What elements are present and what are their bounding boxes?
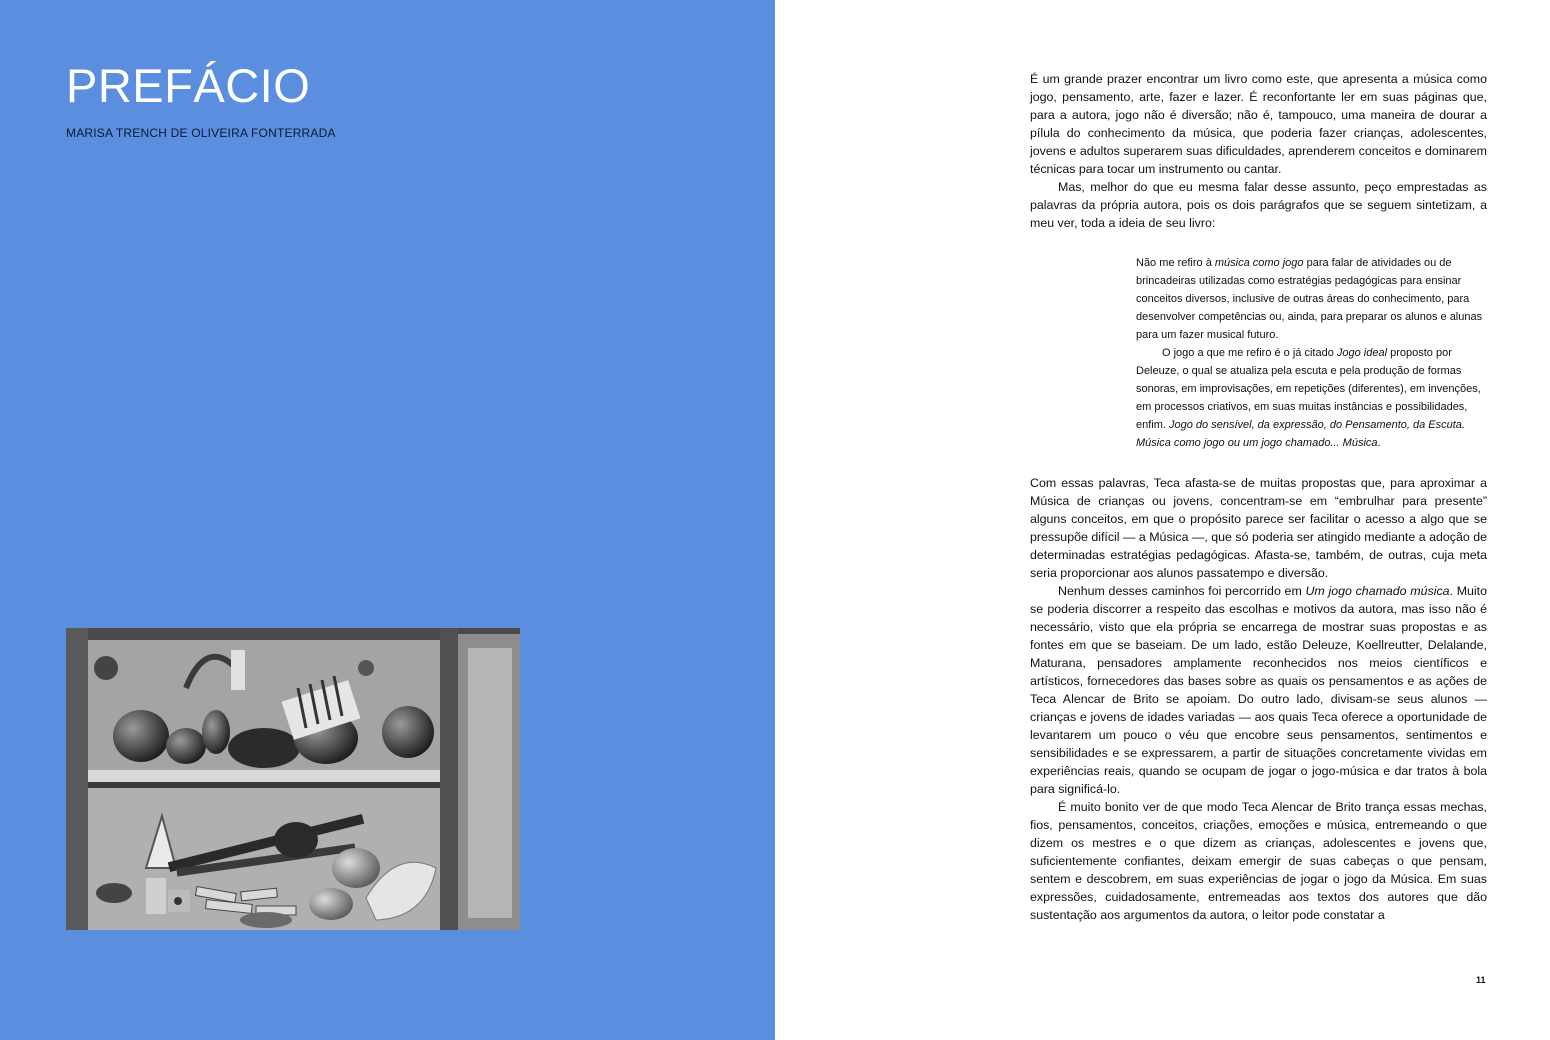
instruments-cabinet-photo: [66, 628, 520, 930]
paragraph-1: É um grande prazer encontrar um livro como este, que apresenta a música como jogo, pensamento, arte, fazer e lazer. É reconfortante ler em suas páginas que, para a autora, jogo não é diversão; não é, tampouco, uma maneira de dourar a pílula do conhecimento da música, que poderia fazer crianças, adolescentes, jovens e adultos superarem suas dificuldades, aprenderem conceitos e dominarem técnicas para tocar um instrumento ou cantar.: [1030, 72, 1487, 176]
quote-text: O jogo a que me refiro é o já citado: [1162, 347, 1337, 359]
quote-text: .: [1377, 437, 1381, 449]
chapter-author: MARISA TRENCH DE OLIVEIRA FONTERRADA: [66, 126, 336, 140]
photo-illustration: [66, 628, 520, 930]
block-quote: [1136, 254, 1484, 452]
quote-emphasis: música como jogo: [1214, 257, 1304, 269]
book-title-emphasis: Um jogo chamado música: [1305, 584, 1450, 598]
quote-emphasis: Jogo do sensível, da expressão, do Pensamento, da Escuta. Música como jogo ou um jogo chamado... Música: [1136, 419, 1465, 449]
preface-body: [1030, 70, 1487, 924]
paragraph-text: Nenhum desses caminhos foi percorrido em: [1058, 584, 1306, 598]
quote-text: para falar de atividades ou de brincadeiras utilizadas como estratégias pedagógicas para ensinar conceitos diversos, inclusive de outras áreas do conhecimento, para desenvolver competências ou, ainda, para preparar os alunos e alunas para um fazer musical futuro.: [1136, 257, 1483, 341]
quote-emphasis: Jogo ideal: [1336, 347, 1388, 359]
chapter-title: PREFÁCIO: [66, 59, 311, 112]
right-page: [775, 0, 1550, 1040]
quote-paragraph-1: [1136, 254, 1484, 344]
paragraph-3: Com essas palavras, Teca afasta-se de muitas propostas que, para aproximar a Música de crianças ou jovens, concentram-se em “embrulhar para presente” alguns conceitos, em que o propósito parece ser facilitar o acesso a algo que se pressupõe difícil — a Música —, que só poderia ser atingido mediante a adoção de determinadas estratégias pedagógicas. Afasta-se, também, de outras, cuja meta seria proporcionar aos alunos passatempo e diversão.: [1030, 476, 1487, 580]
quote-text: Não me refiro à: [1136, 257, 1215, 269]
page-number: 11: [1476, 975, 1486, 985]
quote-paragraph-2: [1136, 344, 1484, 452]
paragraph-2: Mas, melhor do que eu mesma falar desse assunto, peço emprestadas as palavras da própria autora, pois os dois parágrafos que se seguem sintetizam, a meu ver, toda a ideia de seu livro:: [1030, 180, 1487, 230]
paragraph-4: [1030, 582, 1487, 798]
quote-text: proposto por Deleuze, o qual se atualiza pela escuta e pela produção de formas sonoras, em improvisações, em repetições (diferentes), em invenções, em processos criativos, em suas muitas instâncias e possibilidades, enfim.: [1136, 347, 1481, 431]
paragraph-text: . Muito se poderia discorrer a respeito das escolhas e motivos da autora, mas isso não é necessário, visto que ela própria se encarrega de mostrar suas propostas e as fontes em que se baseiam. De um lado, estão Deleuze, Koellreutter, Delalande, Maturana, pensadores amplamente reconhecidos nos meios científicos e artísticos, fornecedores das bases sobre as quais os pensamentos e as ações de Teca Alencar de Brito se apoiam. Do outro lado, divisam-se seus alunos — crianças e jovens de idades variadas — aos quais Teca oferece a oportunidade de levantarem um pouco o véu que encobre seus pensamentos, sentimentos e sensibilidades e se expressarem, a partir de situações concretamente vividas em experiências reais, quando se ocupam de jogar o jogo-música e dar tratos à bola para significá-lo.: [1030, 584, 1488, 796]
paragraph-5: É muito bonito ver de que modo Teca Alencar de Brito trança essas mechas, fios, pensamentos, conceitos, criações, emoções e música, entremeando o que dizem os mestres e o que dizem as crianças, adolescentes e jovens que, suficientemente confiantes, deixam emergir de suas cabeças o que pensam, sentem e descobrem, em suas experiências de jogar o jogo da Música. Em suas expressões, cuidadosamente, entremeadas aos textos dos autores que dão sustentação aos argumentos da autora, o leitor pode constatar a: [1030, 800, 1487, 922]
